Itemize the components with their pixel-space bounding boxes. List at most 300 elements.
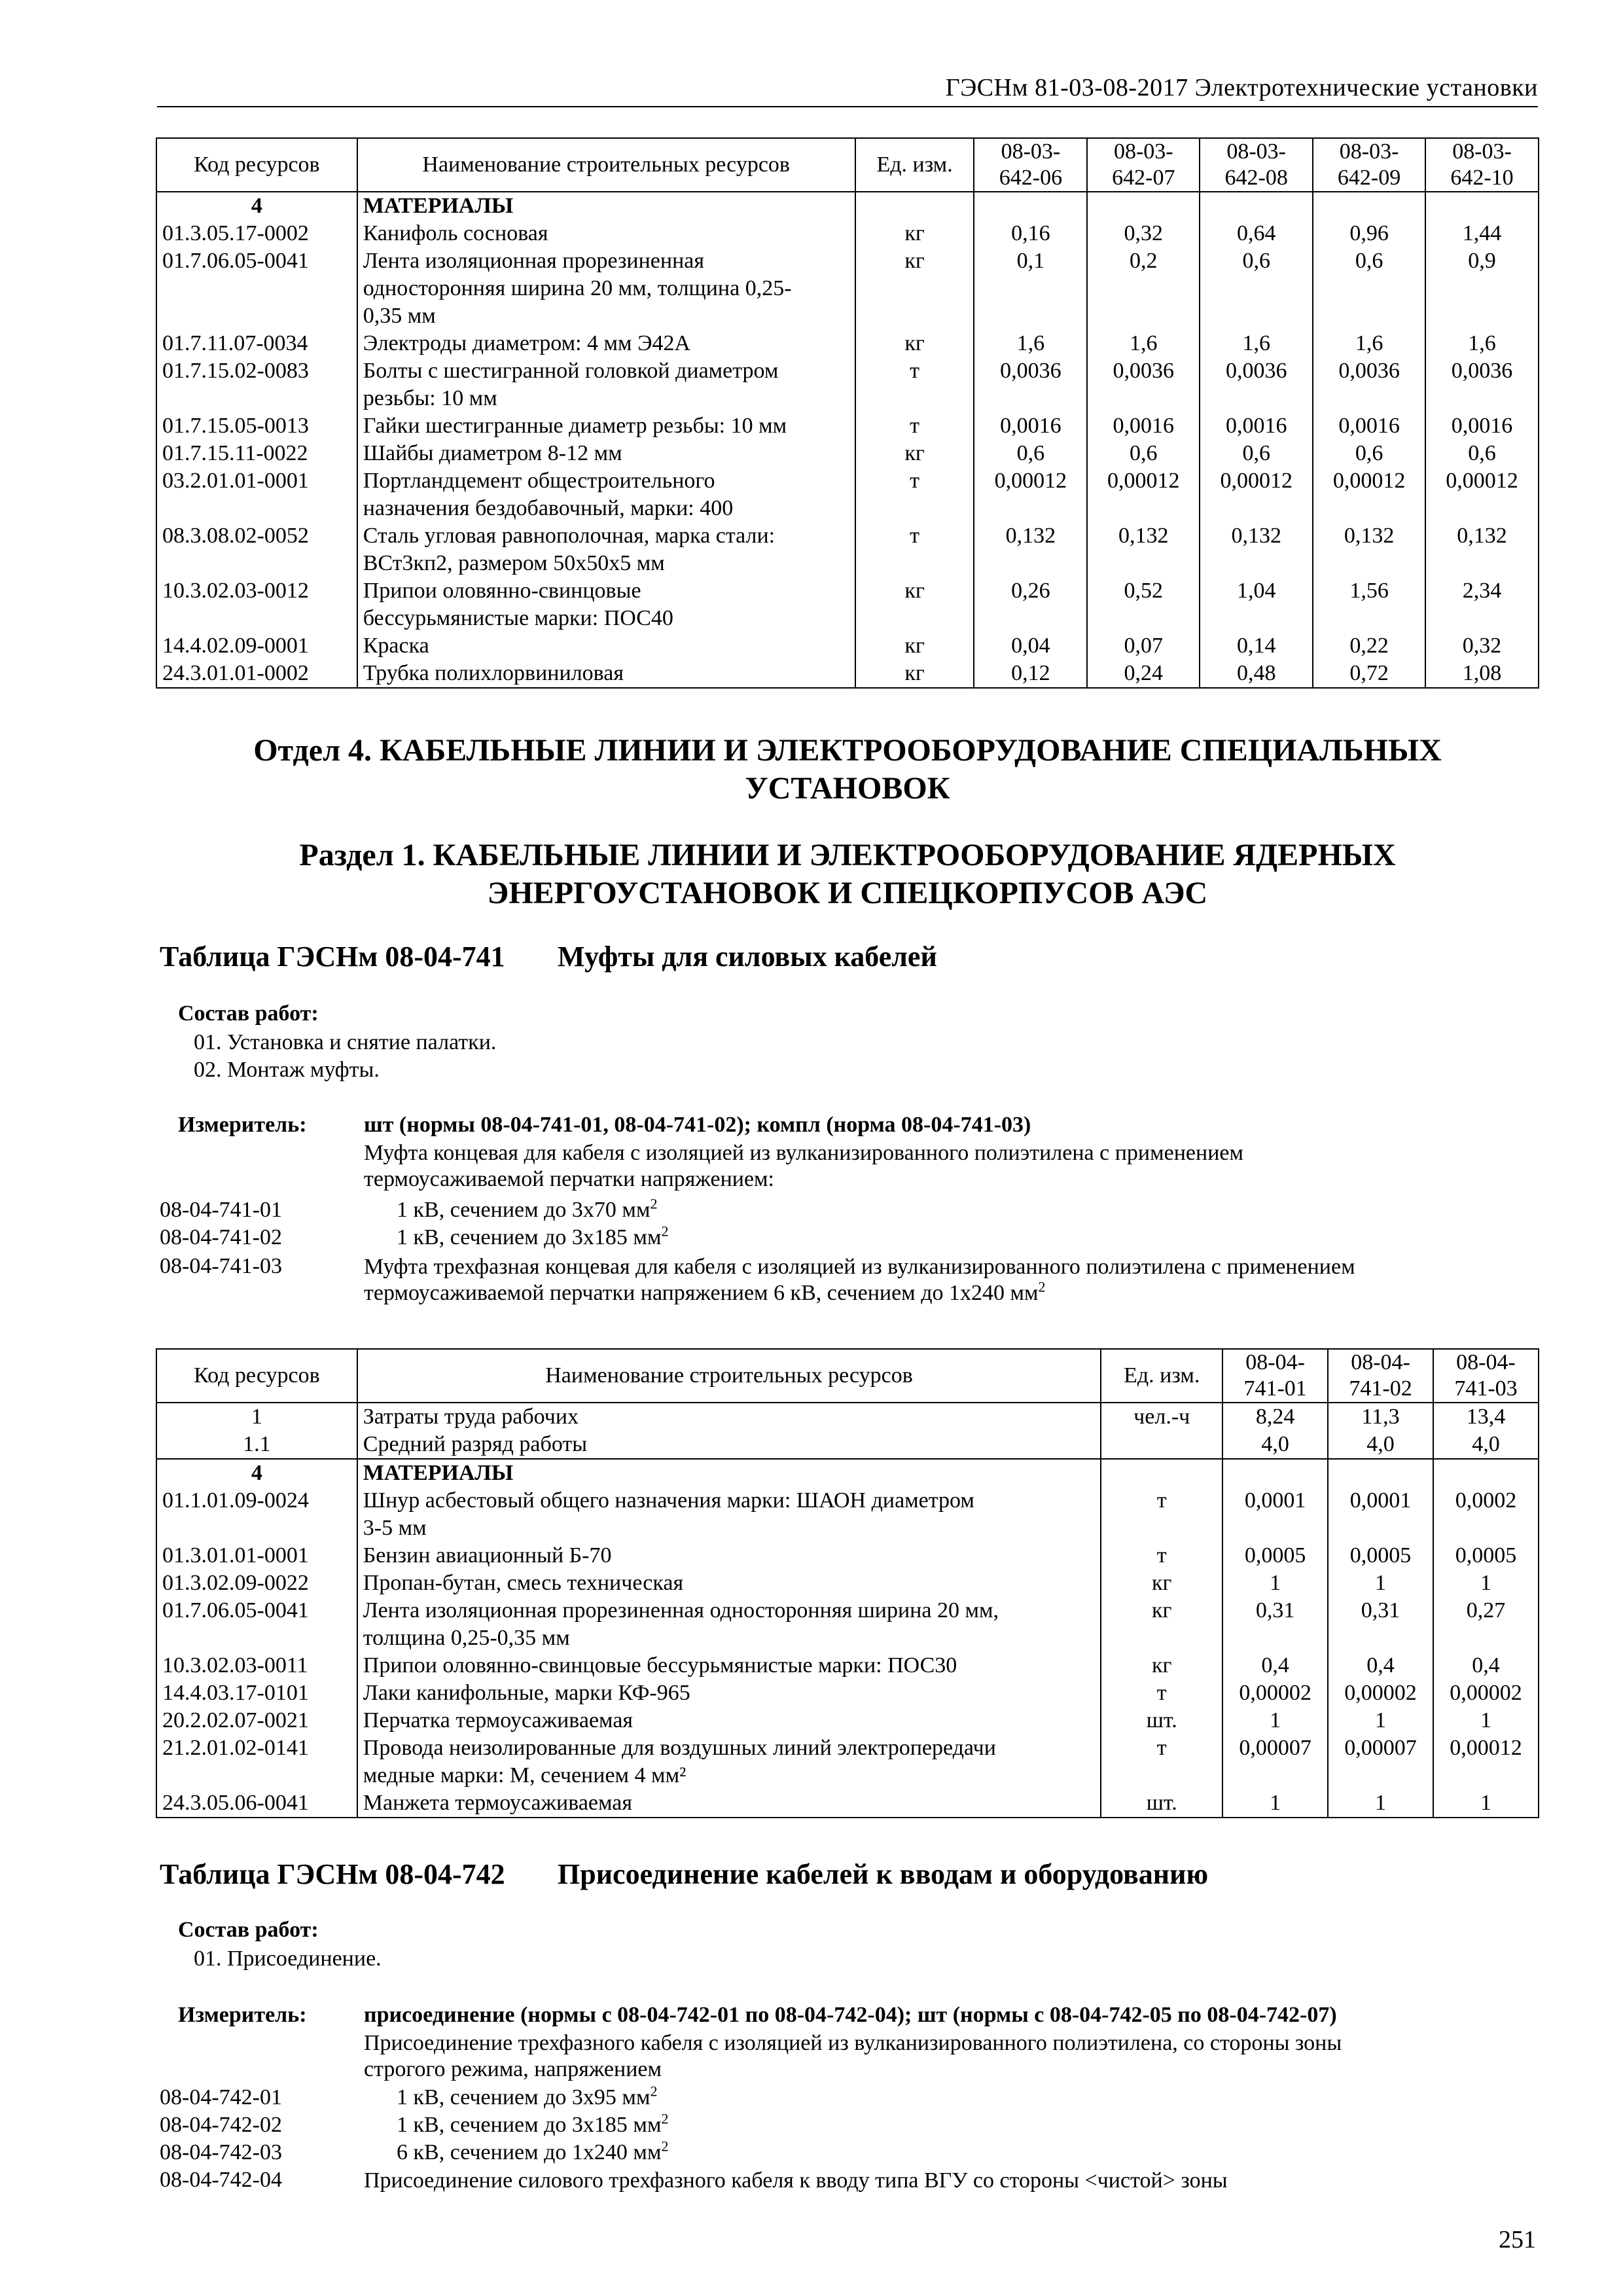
norm-description: Муфта трехфазная концевая для кабеля с изоляцией из вулканизированного полиэтилена с применением термоусаживаемой перчатки напряжением 6 кВ, сечением до 1х240 $мм^2$ — [364, 1255, 1355, 1305]
cell-value: 0,9 — [1425, 247, 1539, 275]
cell-value: 11,3 — [1328, 1403, 1433, 1431]
col-header-norm: 08-04- 741-03 — [1433, 1349, 1539, 1403]
cell-value — [1087, 275, 1200, 302]
table-741-title — [160, 940, 937, 973]
cell-value: 0,00002 — [1222, 1679, 1328, 1707]
cell-name: резьбы: 10 мм — [357, 385, 855, 412]
cell-value: 1,6 — [1425, 330, 1539, 357]
table-header-row — [156, 138, 1539, 192]
cell-value: 0,24 — [1087, 660, 1200, 688]
cell-value: 0,132 — [1425, 522, 1539, 550]
cell-value — [974, 605, 1087, 632]
cell-value: 0,6 — [1313, 247, 1425, 275]
cell-unit — [855, 275, 974, 302]
measure-label: Измеритель: — [178, 1113, 307, 1137]
cell-unit — [855, 495, 974, 522]
cell-unit: т — [1101, 1542, 1222, 1570]
cell-value: 1,6 — [974, 330, 1087, 357]
cell-value: 0,26 — [974, 577, 1087, 605]
cell-value — [1200, 550, 1313, 577]
cell-name: бессурьмянистые марки: ПОС40 — [357, 605, 855, 632]
cell-unit: кг — [855, 660, 974, 688]
table-row — [156, 495, 1539, 522]
cell-value: 0,00012 — [1313, 467, 1425, 495]
cell-value: 13,4 — [1433, 1403, 1539, 1431]
cell-value — [1425, 385, 1539, 412]
works-item: 02. Монтаж муфты. — [194, 1058, 380, 1082]
cell-unit: чел.-ч — [1101, 1403, 1222, 1431]
cell-unit: кг — [855, 247, 974, 275]
cell-code — [156, 302, 357, 330]
cell-code: 1 — [156, 1403, 357, 1431]
cell-value: 0,4 — [1222, 1652, 1328, 1679]
cell-unit: т — [1101, 1734, 1222, 1762]
cell-value: 8,24 — [1222, 1403, 1328, 1431]
cell-value — [1200, 302, 1313, 330]
cell-name: Перчатка термоусаживаемая — [357, 1707, 1101, 1734]
cell-code: 14.4.02.09-0001 — [156, 632, 357, 660]
cell-value: 1,6 — [1313, 330, 1425, 357]
norm-code: 08-04-742-03 — [160, 2140, 282, 2164]
cell-value: 0,0016 — [974, 412, 1087, 440]
cell-unit: т — [855, 467, 974, 495]
cell-value: 1 — [1328, 1789, 1433, 1818]
table-row — [156, 467, 1539, 495]
cell-value: 1,08 — [1425, 660, 1539, 688]
norm-description: 1 кВ, сечением до 3х185 $мм^2$ — [397, 2110, 669, 2137]
cell-unit: кг — [855, 220, 974, 247]
cell-unit: кг — [855, 632, 974, 660]
cell-value — [1328, 1762, 1433, 1789]
cell-name: Трубка полихлорвиниловая — [357, 660, 855, 688]
cell-value — [1222, 1515, 1328, 1542]
cell-name: МАТЕРИАЛЫ — [357, 1459, 1101, 1487]
cell-name: Лента изоляционная прорезиненная односторонняя ширина 20 мм, — [357, 1597, 1101, 1624]
cell-value: 4,0 — [1433, 1431, 1539, 1459]
cell-value: 0,00002 — [1328, 1679, 1433, 1707]
cell-value: 0,96 — [1313, 220, 1425, 247]
page-number: 251 — [1499, 2226, 1536, 2253]
col-header-code: Код ресурсов — [156, 1349, 357, 1403]
cell-value — [1313, 275, 1425, 302]
cell-value — [1087, 605, 1200, 632]
cell-name: Бензин авиационный Б-70 — [357, 1542, 1101, 1570]
col-header-unit: Ед. изм. — [1101, 1349, 1222, 1403]
cell-value: 1 — [1222, 1707, 1328, 1734]
col-header-norm: 08-04- 741-01 — [1222, 1349, 1328, 1403]
table-row — [156, 1403, 1539, 1431]
cell-unit — [1101, 1624, 1222, 1652]
cell-value: 1,6 — [1200, 330, 1313, 357]
table-row — [156, 1570, 1539, 1597]
cell-name: Шнур асбестовый общего назначения марки: ШАОН диаметром — [357, 1487, 1101, 1515]
col-header-norm: 08-03- 642-10 — [1425, 138, 1539, 192]
norm-code: 08-04-741-02 — [160, 1225, 282, 1249]
cell-name: Сталь угловая равнополочная, марка стали: — [357, 522, 855, 550]
norm-code: 08-04-742-02 — [160, 2113, 282, 2137]
cell-value: 1,04 — [1200, 577, 1313, 605]
cell-value: 0,32 — [1087, 220, 1200, 247]
cell-value — [974, 495, 1087, 522]
cell-name: Лаки канифольные, марки КФ-965 — [357, 1679, 1101, 1707]
cell-value — [1433, 1515, 1539, 1542]
cell-value: 0,00012 — [1433, 1734, 1539, 1762]
cell-value: 0,07 — [1087, 632, 1200, 660]
cell-unit: кг — [1101, 1597, 1222, 1624]
cell-code: 01.7.15.05-0013 — [156, 412, 357, 440]
table-row — [156, 660, 1539, 688]
cell-value: 0,0002 — [1433, 1487, 1539, 1515]
cell-value — [1200, 192, 1313, 220]
cell-name: Электроды диаметром: 4 мм Э42А — [357, 330, 855, 357]
cell-value — [1087, 302, 1200, 330]
table-742-name: Присоединение кабелей к вводам и оборудованию — [558, 1858, 1209, 1890]
cell-value: 0,6 — [1087, 440, 1200, 467]
table-row — [156, 412, 1539, 440]
col-header-norm: 08-03- 642-08 — [1200, 138, 1313, 192]
measure-label: Измеритель: — [178, 2003, 307, 2027]
cell-unit: т — [1101, 1487, 1222, 1515]
page-header-title: ГЭСНм 81-03-08-2017 Электротехнические установки — [945, 74, 1538, 101]
measure-text: Присоединение трехфазного кабеля с изоляцией из вулканизированного полиэтилена, со стороны зоны строгого режима, напряжением — [364, 2031, 1342, 2081]
cell-value: 0,6 — [974, 440, 1087, 467]
col-header-name: Наименование строительных ресурсов — [357, 138, 855, 192]
cell-value: 0,2 — [1087, 247, 1200, 275]
cell-unit: т — [855, 412, 974, 440]
cell-value: 1 — [1433, 1789, 1539, 1818]
cell-code: 01.3.05.17-0002 — [156, 220, 357, 247]
norm-code: 08-04-742-01 — [160, 2085, 282, 2109]
cell-code — [156, 550, 357, 577]
cell-value — [1313, 192, 1425, 220]
table-741-name: Муфты для силовых кабелей — [558, 941, 937, 973]
cell-value: 0,32 — [1425, 632, 1539, 660]
cell-value — [974, 275, 1087, 302]
cell-name: ВСт3кп2, размером 50х50х5 мм — [357, 550, 855, 577]
cell-value — [1200, 495, 1313, 522]
cell-value — [974, 192, 1087, 220]
cell-value — [974, 302, 1087, 330]
cell-value: 0,22 — [1313, 632, 1425, 660]
cell-value — [1313, 495, 1425, 522]
table-row — [156, 605, 1539, 632]
table-row — [156, 1707, 1539, 1734]
cell-value — [1087, 495, 1200, 522]
cell-value: 4,0 — [1328, 1431, 1433, 1459]
table-row — [156, 1624, 1539, 1652]
table-row — [156, 1679, 1539, 1707]
cell-value: 1 — [1222, 1570, 1328, 1597]
table-row — [156, 522, 1539, 550]
table-row — [156, 1789, 1539, 1818]
cell-code: 10.3.02.03-0011 — [156, 1652, 357, 1679]
cell-value: 0,16 — [974, 220, 1087, 247]
cell-name: Припои оловянно-свинцовые — [357, 577, 855, 605]
resources-table-08-04-741 — [156, 1348, 1539, 1818]
cell-name: Шайбы диаметром 8-12 мм — [357, 440, 855, 467]
cell-value — [1200, 275, 1313, 302]
cell-value: 0,14 — [1200, 632, 1313, 660]
cell-value — [1200, 605, 1313, 632]
cell-value — [1313, 385, 1425, 412]
cell-code: 24.3.05.06-0041 — [156, 1789, 357, 1818]
cell-value: 0,1 — [974, 247, 1087, 275]
cell-name: Болты с шестигранной головкой диаметром — [357, 357, 855, 385]
cell-name: 3-5 мм — [357, 1515, 1101, 1542]
cell-value — [1328, 1459, 1433, 1487]
cell-value: 1 — [1433, 1570, 1539, 1597]
cell-value: 1 — [1328, 1707, 1433, 1734]
cell-value: 0,12 — [974, 660, 1087, 688]
cell-value — [1425, 605, 1539, 632]
table-row — [156, 220, 1539, 247]
table-row — [156, 357, 1539, 385]
table-row — [156, 1459, 1539, 1487]
table-row — [156, 192, 1539, 220]
cell-value — [1313, 605, 1425, 632]
table-row — [156, 1515, 1539, 1542]
cell-value — [1425, 550, 1539, 577]
cell-value — [1313, 302, 1425, 330]
table-row — [156, 302, 1539, 330]
measure-head: шт (нормы 08-04-741-01, 08-04-741-02); компл (норма 08-04-741-03) — [364, 1113, 1031, 1137]
cell-value: 0,00012 — [974, 467, 1087, 495]
cell-code: 14.4.03.17-0101 — [156, 1679, 357, 1707]
cell-value: 0,6 — [1200, 247, 1313, 275]
table-header-row — [156, 1349, 1539, 1403]
cell-value — [974, 550, 1087, 577]
cell-unit — [855, 302, 974, 330]
table-row — [156, 1652, 1539, 1679]
cell-unit: кг — [855, 330, 974, 357]
cell-value: 0,04 — [974, 632, 1087, 660]
cell-name: Гайки шестигранные диаметр резьбы: 10 мм — [357, 412, 855, 440]
cell-value — [1433, 1459, 1539, 1487]
table-741-number: Таблица ГЭСНм 08-04-741 — [160, 941, 505, 973]
cell-unit — [855, 192, 974, 220]
cell-name: Портландцемент общестроительного — [357, 467, 855, 495]
cell-code — [156, 275, 357, 302]
cell-value: 0,00012 — [1200, 467, 1313, 495]
cell-value: 0,132 — [1200, 522, 1313, 550]
cell-unit — [855, 550, 974, 577]
cell-value: 0,52 — [1087, 577, 1200, 605]
cell-value: 1 — [1433, 1707, 1539, 1734]
cell-code: 01.3.01.01-0001 — [156, 1542, 357, 1570]
cell-value — [1425, 192, 1539, 220]
cell-name: МАТЕРИАЛЫ — [357, 192, 855, 220]
cell-name: 0,35 мм — [357, 302, 855, 330]
works-item: 01. Присоединение. — [194, 1946, 382, 1971]
norm-description: Присоединение силового трехфазного кабеля к вводу типа ВГУ со стороны <чистой> зоны — [364, 2168, 1228, 2193]
table-742-title — [160, 1857, 1208, 1891]
norm-description: 1 кВ, сечением до 3х185 $мм^2$ — [397, 1223, 669, 1249]
cell-value: 0,00012 — [1087, 467, 1200, 495]
cell-code: 08.3.08.02-0052 — [156, 522, 357, 550]
cell-code: 21.2.01.02-0141 — [156, 1734, 357, 1762]
cell-name: Лента изоляционная прорезиненная — [357, 247, 855, 275]
department-title: Отдел 4. КАБЕЛЬНЫЕ ЛИНИИ И ЭЛЕКТРООБОРУДОВАНИЕ СПЕЦИАЛЬНЫХ УСТАНОВОК — [253, 733, 1442, 806]
cell-value: 1 — [1222, 1789, 1328, 1818]
table-row — [156, 550, 1539, 577]
cell-unit: кг — [855, 440, 974, 467]
cell-value: 0,0005 — [1222, 1542, 1328, 1570]
works-label: Состав работ: — [178, 1918, 319, 1942]
cell-value — [1200, 385, 1313, 412]
cell-name: Затраты труда рабочих — [357, 1403, 1101, 1431]
cell-unit: кг — [855, 577, 974, 605]
norm-code: 08-04-741-01 — [160, 1198, 282, 1222]
cell-value: 0,00007 — [1222, 1734, 1328, 1762]
cell-value: 0,4 — [1433, 1652, 1539, 1679]
cell-value: 0,0016 — [1087, 412, 1200, 440]
cell-unit: кг — [1101, 1652, 1222, 1679]
table-row — [156, 1542, 1539, 1570]
cell-unit: т — [855, 357, 974, 385]
cell-name: Канифоль сосновая — [357, 220, 855, 247]
norm-description: 1 кВ, сечением до 3х95 $мм^2$ — [397, 2083, 658, 2109]
col-header-norm: 08-03- 642-07 — [1087, 138, 1200, 192]
cell-code — [156, 605, 357, 632]
cell-unit — [1101, 1459, 1222, 1487]
cell-code: 24.3.01.01-0002 — [156, 660, 357, 688]
cell-code — [156, 495, 357, 522]
cell-value: 2,34 — [1425, 577, 1539, 605]
cell-value: 0,48 — [1200, 660, 1313, 688]
cell-value: 0,31 — [1328, 1597, 1433, 1624]
col-header-norm: 08-03- 642-09 — [1313, 138, 1425, 192]
cell-unit — [1101, 1762, 1222, 1789]
cell-value: 0,0001 — [1222, 1487, 1328, 1515]
cell-value: 1 — [1328, 1570, 1433, 1597]
works-label: Состав работ: — [178, 1001, 319, 1026]
cell-code — [156, 385, 357, 412]
cell-value — [974, 385, 1087, 412]
cell-value: 0,72 — [1313, 660, 1425, 688]
page-header — [157, 73, 1538, 107]
norm-description: 6 кВ, сечением до 1х240 $мм^2$ — [397, 2138, 669, 2164]
cell-code — [156, 1762, 357, 1789]
cell-value: 0,0001 — [1328, 1487, 1433, 1515]
cell-code — [156, 1515, 357, 1542]
cell-name: Припои оловянно-свинцовые бессурьмянистые марки: ПОС30 — [357, 1652, 1101, 1679]
cell-code: 01.7.15.11-0022 — [156, 440, 357, 467]
table-row — [156, 1597, 1539, 1624]
cell-value: 0,4 — [1328, 1652, 1433, 1679]
cell-name: Краска — [357, 632, 855, 660]
cell-value — [1433, 1762, 1539, 1789]
cell-value: 0,27 — [1433, 1597, 1539, 1624]
cell-value — [1425, 302, 1539, 330]
cell-value: 0,0036 — [1087, 357, 1200, 385]
cell-name: Средний разряд работы — [357, 1431, 1101, 1459]
table-row — [156, 632, 1539, 660]
cell-value — [1328, 1624, 1433, 1652]
cell-value: 0,6 — [1425, 440, 1539, 467]
cell-value: 0,00012 — [1425, 467, 1539, 495]
cell-value: 1,6 — [1087, 330, 1200, 357]
col-header-code: Код ресурсов — [156, 138, 357, 192]
cell-value: 0,6 — [1313, 440, 1425, 467]
cell-value — [1328, 1515, 1433, 1542]
cell-value — [1087, 550, 1200, 577]
cell-name: Пропан-бутан, смесь техническая — [357, 1570, 1101, 1597]
cell-code: 1.1 — [156, 1431, 357, 1459]
cell-unit — [1101, 1515, 1222, 1542]
cell-value: 0,0016 — [1200, 412, 1313, 440]
section-title: Раздел 1. КАБЕЛЬНЫЕ ЛИНИИ И ЭЛЕКТРООБОРУДОВАНИЕ ЯДЕРНЫХ ЭНЕРГОУСТАНОВОК И СПЕЦКОРПУСОВ АЭС — [299, 838, 1396, 910]
table-742-number: Таблица ГЭСНм 08-04-742 — [160, 1858, 505, 1890]
cell-value: 1,56 — [1313, 577, 1425, 605]
cell-value: 0,0016 — [1425, 412, 1539, 440]
table-row — [156, 1487, 1539, 1515]
cell-unit — [855, 385, 974, 412]
cell-code: 01.7.06.05-0041 — [156, 247, 357, 275]
cell-unit: кг — [1101, 1570, 1222, 1597]
cell-value: 0,0036 — [1313, 357, 1425, 385]
cell-value — [1425, 495, 1539, 522]
cell-code: 01.1.01.09-0024 — [156, 1487, 357, 1515]
cell-value — [1222, 1624, 1328, 1652]
cell-value — [1222, 1459, 1328, 1487]
cell-name: Провода неизолированные для воздушных линий электропередачи — [357, 1734, 1101, 1762]
cell-value — [1222, 1762, 1328, 1789]
cell-unit — [855, 605, 974, 632]
col-header-unit: Ед. изм. — [855, 138, 974, 192]
cell-value: 0,132 — [1087, 522, 1200, 550]
resources-table-08-03-642 — [156, 137, 1539, 689]
cell-value: 0,0016 — [1313, 412, 1425, 440]
cell-unit: шт. — [1101, 1789, 1222, 1818]
cell-unit: т — [1101, 1679, 1222, 1707]
cell-unit: шт. — [1101, 1707, 1222, 1734]
measure-head: присоединение (нормы с 08-04-742-01 по 08-04-742-04); шт (нормы с 08-04-742-05 по 08-04-742-07) — [364, 2003, 1337, 2027]
cell-value — [1087, 385, 1200, 412]
cell-value — [1425, 275, 1539, 302]
cell-code: 01.7.11.07-0034 — [156, 330, 357, 357]
cell-name: назначения бездобавочный, марки: 400 — [357, 495, 855, 522]
cell-value: 0,0005 — [1328, 1542, 1433, 1570]
table-row — [156, 1734, 1539, 1762]
table-row — [156, 577, 1539, 605]
cell-value: 0,0036 — [1425, 357, 1539, 385]
cell-value: 0,0036 — [974, 357, 1087, 385]
cell-value — [1087, 192, 1200, 220]
cell-value — [1433, 1624, 1539, 1652]
table-row — [156, 385, 1539, 412]
col-header-norm: 08-04- 741-02 — [1328, 1349, 1433, 1403]
cell-value: 0,00002 — [1433, 1679, 1539, 1707]
works-item: 01. Установка и снятие палатки. — [194, 1030, 497, 1054]
cell-value: 1,44 — [1425, 220, 1539, 247]
col-header-name: Наименование строительных ресурсов — [357, 1349, 1101, 1403]
cell-value: 0,6 — [1200, 440, 1313, 467]
table1-body — [156, 192, 1539, 688]
cell-code: 03.2.01.01-0001 — [156, 467, 357, 495]
table-row — [156, 275, 1539, 302]
cell-name: Манжета термоусаживаемая — [357, 1789, 1101, 1818]
table-row — [156, 330, 1539, 357]
cell-unit: т — [855, 522, 974, 550]
cell-code: 01.7.15.02-0083 — [156, 357, 357, 385]
cell-code: 20.2.02.07-0021 — [156, 1707, 357, 1734]
norm-description: 1 кВ, сечением до 3х70 $мм^2$ — [397, 1195, 658, 1222]
cell-value: 0,0036 — [1200, 357, 1313, 385]
cell-code: 10.3.02.03-0012 — [156, 577, 357, 605]
norm-code: 08-04-741-03 — [160, 1254, 282, 1278]
cell-value: 0,64 — [1200, 220, 1313, 247]
cell-value: 0,00007 — [1328, 1734, 1433, 1762]
